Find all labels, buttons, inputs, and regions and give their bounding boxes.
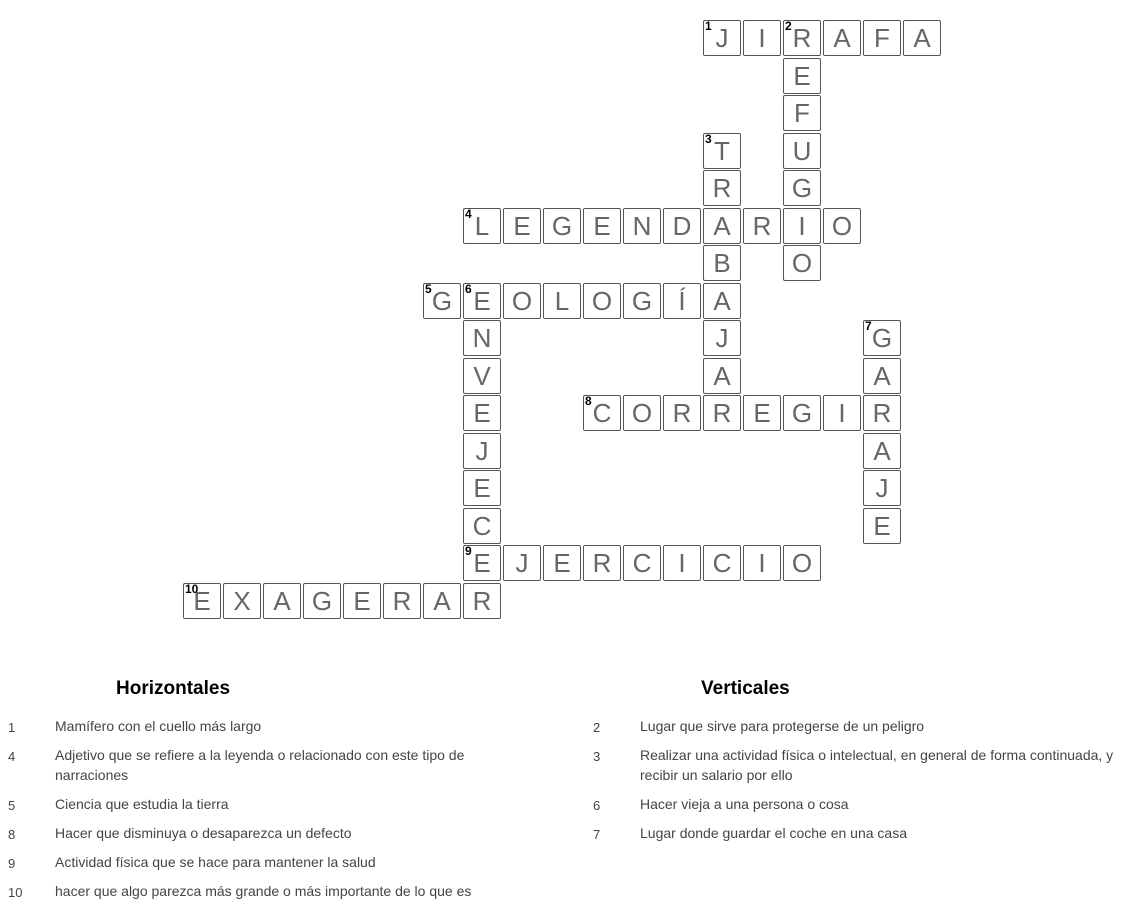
grid-cell[interactable]	[583, 283, 621, 319]
clue-text: Hacer vieja a una persona o cosa	[640, 796, 849, 812]
cell-letter: I	[678, 547, 686, 578]
grid-cell[interactable]	[783, 20, 821, 56]
grid-cell[interactable]	[703, 395, 741, 431]
clue-number-label: 9	[465, 544, 472, 558]
grid-cell[interactable]	[463, 545, 501, 581]
clue-across-4[interactable]	[8, 745, 478, 785]
clue-text: Realizar una actividad física o intelectual, en general de forma continuada, y recibir un salario por ello	[640, 747, 1114, 783]
clue-number: 7	[593, 827, 601, 842]
grid-cell[interactable]	[743, 208, 781, 244]
cell-letter: J	[475, 435, 489, 466]
grid-cell[interactable]	[663, 208, 701, 244]
clue-number: 3	[593, 749, 601, 764]
cell-letter: A	[713, 210, 731, 241]
grid-cell[interactable]	[703, 245, 741, 281]
clue-number: 5	[8, 798, 16, 813]
cell-letter: R	[472, 585, 492, 616]
cell-letter: R	[392, 585, 412, 616]
grid-cell[interactable]	[823, 208, 861, 244]
clue-text: Actividad física que se hace para mantener la salud	[55, 854, 376, 870]
grid-cell[interactable]	[623, 283, 661, 319]
grid-cell[interactable]	[183, 583, 221, 619]
clue-number-label: 5	[425, 282, 432, 296]
cell-letter: G	[791, 172, 813, 203]
grid-cell[interactable]	[703, 20, 741, 56]
cell-letter: E	[793, 60, 811, 91]
clue-down-6[interactable]	[593, 794, 1118, 814]
grid-cell[interactable]	[783, 245, 821, 281]
grid-cell[interactable]	[743, 545, 781, 581]
grid-cell[interactable]	[743, 20, 781, 56]
grid-cell[interactable]	[503, 283, 541, 319]
grid-cell[interactable]	[783, 170, 821, 206]
cell-letter: O	[831, 210, 853, 241]
clue-down-2[interactable]	[593, 716, 1118, 736]
cell-letter: L	[474, 210, 490, 241]
cell-letter: O	[511, 285, 533, 316]
cell-letter: C	[472, 510, 492, 541]
cell-letter: E	[753, 397, 771, 428]
cell-letter: V	[473, 360, 491, 391]
grid-cell[interactable]	[783, 133, 821, 169]
grid-cell[interactable]	[863, 358, 901, 394]
clue-text: hacer que algo parezca más grande o más importante de lo que es	[55, 883, 472, 899]
clue-number: 9	[8, 856, 16, 871]
down-clue-list	[593, 716, 1118, 852]
clue-number: 10	[8, 885, 23, 900]
grid-cell[interactable]	[263, 583, 301, 619]
cell-letter: G	[871, 322, 893, 353]
cell-letter: G	[311, 585, 333, 616]
grid-cell[interactable]	[823, 20, 861, 56]
cell-letter: A	[273, 585, 291, 616]
cell-letter: R	[712, 172, 732, 203]
grid-cell[interactable]	[783, 545, 821, 581]
cell-letter: G	[631, 285, 653, 316]
clue-number: 1	[8, 720, 16, 735]
cell-letter: U	[792, 135, 812, 166]
cell-letter: D	[672, 210, 692, 241]
grid-cell[interactable]	[703, 133, 741, 169]
grid-cell[interactable]	[463, 320, 501, 356]
cell-letter: J	[715, 322, 729, 353]
grid-cell[interactable]	[863, 433, 901, 469]
grid-cell[interactable]	[223, 583, 261, 619]
cell-letter: O	[631, 397, 653, 428]
cell-letter: L	[554, 285, 570, 316]
cell-letter: R	[712, 397, 732, 428]
clue-down-3[interactable]	[593, 745, 1118, 785]
grid-cell[interactable]	[343, 583, 381, 619]
clue-across-10[interactable]	[8, 881, 478, 901]
cell-letter: I	[798, 210, 806, 241]
clue-number-label: 7	[865, 319, 872, 333]
clue-across-8[interactable]	[8, 823, 478, 843]
grid-cell[interactable]	[863, 395, 901, 431]
cell-letter: N	[472, 322, 492, 353]
grid-cell[interactable]	[663, 283, 701, 319]
grid-cell[interactable]	[863, 470, 901, 506]
cell-letter: A	[913, 22, 931, 53]
cell-letter: A	[713, 285, 731, 316]
clue-number-label: 2	[785, 19, 792, 33]
cell-letter: F	[874, 22, 890, 53]
cell-letter: E	[513, 210, 531, 241]
grid-cell[interactable]	[503, 208, 541, 244]
cell-letter: X	[233, 585, 251, 616]
clue-text: Mamífero con el cuello más largo	[55, 718, 262, 734]
cell-letter: B	[713, 247, 731, 278]
grid-cell[interactable]	[703, 170, 741, 206]
cell-letter: I	[758, 22, 766, 53]
grid-cell[interactable]	[303, 583, 341, 619]
cell-letter: I	[838, 397, 846, 428]
grid-cell[interactable]	[463, 470, 501, 506]
cell-letter: R	[792, 22, 812, 53]
cell-letter: R	[752, 210, 772, 241]
grid-cell[interactable]	[623, 395, 661, 431]
cell-letter: A	[873, 435, 891, 466]
grid-cell[interactable]	[463, 433, 501, 469]
clue-number-label: 4	[465, 207, 472, 221]
clue-number: 8	[8, 827, 16, 842]
cell-letter: C	[712, 547, 732, 578]
across-heading: Horizontales	[116, 678, 231, 699]
down-heading: Verticales	[701, 678, 790, 699]
clue-across-5[interactable]	[8, 794, 478, 814]
grid-cell[interactable]	[783, 395, 821, 431]
grid-cell[interactable]	[623, 545, 661, 581]
grid-cell[interactable]	[703, 283, 741, 319]
cell-letter: E	[353, 585, 371, 616]
clue-text: Lugar donde guardar el coche en una casa	[640, 825, 907, 841]
grid-cell[interactable]	[663, 545, 701, 581]
grid-cell[interactable]	[543, 545, 581, 581]
clue-number: 4	[8, 749, 16, 764]
grid-cell[interactable]	[703, 358, 741, 394]
clue-number: 6	[593, 798, 601, 813]
grid-cell[interactable]	[583, 545, 621, 581]
cell-letter: E	[553, 547, 571, 578]
cell-letter: E	[193, 585, 211, 616]
grid-cell[interactable]	[903, 20, 941, 56]
grid-cell[interactable]	[583, 208, 621, 244]
cell-letter: N	[632, 210, 652, 241]
cell-letter: Í	[678, 285, 686, 316]
clue-across-1[interactable]	[8, 716, 478, 736]
clue-number: 2	[593, 720, 601, 735]
cell-letter: O	[791, 247, 813, 278]
clue-text: Hacer que disminuya o desaparezca un defecto	[55, 825, 352, 841]
grid-cell[interactable]	[463, 208, 501, 244]
cell-letter: G	[551, 210, 573, 241]
clue-text: Adjetivo que se refiere a la leyenda o relacionado con este tipo de narraciones	[55, 747, 465, 783]
grid-cell[interactable]	[583, 395, 621, 431]
clue-number-label: 10	[185, 582, 199, 596]
cell-letter: E	[473, 397, 491, 428]
cell-letter: I	[758, 547, 766, 578]
cell-letter: J	[875, 472, 889, 503]
grid-cell[interactable]	[503, 545, 541, 581]
grid-cell[interactable]	[623, 208, 661, 244]
grid-cell[interactable]	[463, 358, 501, 394]
grid-cell[interactable]	[863, 20, 901, 56]
grid-cell[interactable]	[463, 283, 501, 319]
clue-number-label: 6	[465, 282, 472, 296]
grid-cell[interactable]	[543, 283, 581, 319]
grid-cell[interactable]	[463, 395, 501, 431]
cell-letter: A	[433, 585, 451, 616]
cell-letter: G	[431, 285, 453, 316]
cell-letter: R	[872, 397, 892, 428]
grid-cell[interactable]	[663, 395, 701, 431]
cell-letter: C	[592, 397, 612, 428]
cell-letter: A	[833, 22, 851, 53]
across-clue-list	[8, 716, 478, 910]
grid-cell[interactable]	[423, 283, 461, 319]
grid-cell[interactable]	[703, 208, 741, 244]
cell-letter: F	[794, 97, 810, 128]
grid-cell[interactable]	[823, 395, 861, 431]
cell-letter: J	[715, 22, 729, 53]
grid-cell[interactable]	[463, 583, 501, 619]
cell-letter: R	[672, 397, 692, 428]
cell-letter: R	[592, 547, 612, 578]
cell-letter: E	[873, 510, 891, 541]
grid-cell[interactable]	[783, 95, 821, 131]
grid-cell[interactable]	[703, 545, 741, 581]
cell-letter: J	[515, 547, 529, 578]
cell-letter: G	[791, 397, 813, 428]
clue-number-label: 8	[585, 394, 592, 408]
grid-cell[interactable]	[423, 583, 461, 619]
clue-down-7[interactable]	[593, 823, 1118, 843]
grid-cell[interactable]	[863, 508, 901, 544]
cell-letter: A	[713, 360, 731, 391]
cell-letter: O	[791, 547, 813, 578]
clue-number-label: 1	[705, 19, 712, 33]
clue-text: Ciencia que estudia la tierra	[55, 796, 229, 812]
grid-cell[interactable]	[703, 320, 741, 356]
cell-letter: C	[632, 547, 652, 578]
cell-letter: E	[473, 472, 491, 503]
grid-cell[interactable]	[783, 208, 821, 244]
cell-letter: O	[591, 285, 613, 316]
cell-letter: E	[473, 547, 491, 578]
cell-letter: E	[593, 210, 611, 241]
grid-cell[interactable]	[743, 395, 781, 431]
clue-text: Lugar que sirve para protegerse de un peligro	[640, 718, 925, 734]
clue-number-label: 3	[705, 132, 712, 146]
cell-letter: A	[873, 360, 891, 391]
grid-cell[interactable]	[863, 320, 901, 356]
grid-cell[interactable]	[383, 583, 421, 619]
grid-cell[interactable]	[783, 58, 821, 94]
grid-cell[interactable]	[463, 508, 501, 544]
clue-across-9[interactable]	[8, 852, 478, 872]
grid-cell[interactable]	[543, 208, 581, 244]
cell-letter: E	[473, 285, 491, 316]
cell-letter: T	[714, 135, 730, 166]
